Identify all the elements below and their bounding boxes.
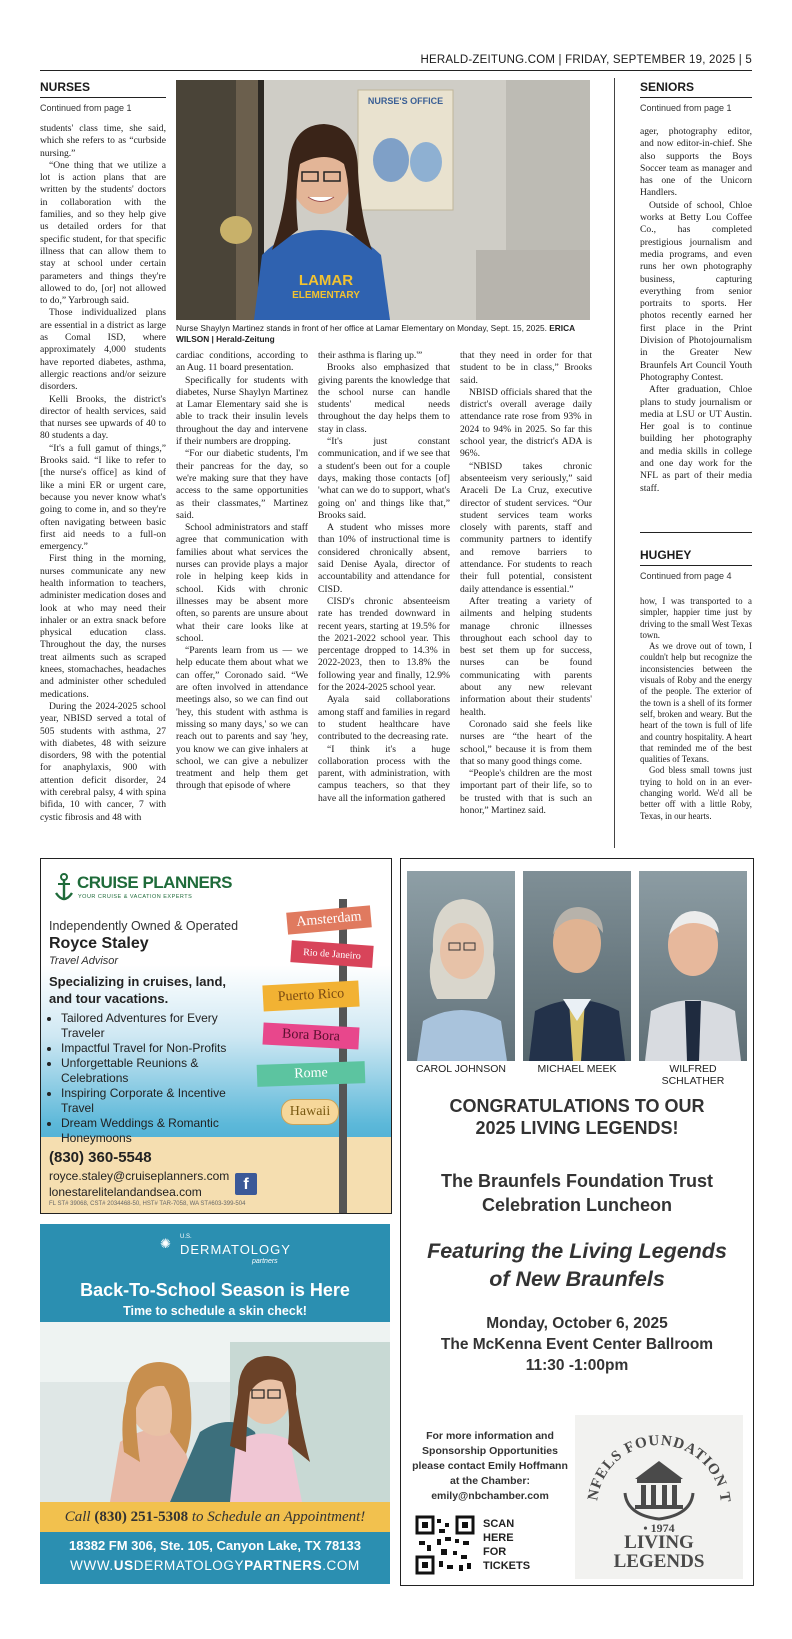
paragraph: students' class time, she said, which she refers to as “curbside nursing.” xyxy=(40,123,166,159)
portrait-figure xyxy=(639,871,747,1061)
derm-web-part: US xyxy=(113,1558,134,1573)
derm-web-part: .COM xyxy=(322,1558,360,1573)
paragraph: God bless small towns just trying to hold on in an ever-changing world. We'd all be better off with a little Roby, Texas, in our hearts. xyxy=(640,765,752,821)
logo-living: LIVING xyxy=(624,1532,694,1553)
trust-line-2: Celebration Luncheon xyxy=(481,1195,672,1215)
nurse-photo-illustration xyxy=(176,80,590,320)
derm-headline: Back-To-School Season is Here xyxy=(80,1280,350,1300)
seniors-section-header xyxy=(640,80,752,113)
foundation-logo xyxy=(575,1415,743,1579)
nurses-column-1 xyxy=(40,123,166,824)
nurses-column-2 xyxy=(176,350,308,793)
paragraph: “NBISD takes chronic absenteeism very seriously,” said Araceli De La Cruz, executive director of student services. “Our student services team works closely with parents, staff and community partners to identify and remove barriers to attendance. For students to reach their full potential, consistent daily attendance is essential.” xyxy=(460,460,592,595)
cruise-specializing: Specializing in cruises, land, and tour vacations. xyxy=(49,974,226,1006)
sign-bora-bora: Bora Bora xyxy=(262,1023,359,1050)
derm-website xyxy=(40,1558,390,1573)
paragraph: how, I was transported to a simpler, happier time just by driving to the small West Texas town. xyxy=(640,596,752,640)
cruise-bullet-list xyxy=(49,1011,261,1146)
photo-credit: ERICA WILSON | Herald-Zeitung xyxy=(176,323,575,344)
derm-call-phone: (830) 251-5308 xyxy=(94,1508,189,1525)
list-item: • Inspiring Corporate & Incentive Travel xyxy=(61,1086,261,1116)
paragraph: Brooks also emphasized that giving parents the knowledge that the school nurse can handle students' medical needs throughout the day helps them to stay in class. xyxy=(318,362,450,435)
cruise-brand-tagline: YOUR CRUISE & VACATION EXPERTS xyxy=(78,894,193,900)
cruise-planners-ad xyxy=(40,858,392,1214)
paragraph: “Parents learn from us — we help educate them about what we can offer,” Coronado said. “We are often involved in attendance meetings also, so we can find out 'hey, this student with asthma is missing so many days,' so we can reach out to parents and say 'hey, you know we can give inhalers at school, we can give a nebulizer treatment and help them get through that episode of where xyxy=(176,645,308,792)
paragraph: Outside of school, Chloe works at Betty Lou Coffee Co., has completed prestigious journalism and media programs, and even runs her own photography business, capturing everything from senior portraits to sports. Her photos recently earned her first place in the Print Division of Photojournalism in the Greater New Braunfels Art Council Youth Photography Contest. xyxy=(640,199,752,383)
portrait-figure xyxy=(407,871,515,1061)
facebook-icon: f xyxy=(235,1173,257,1195)
paragraph: First thing in the morning, nurses communicate any new health information to teachers, administer medication doses and look at who may need their inhaler or an extra snack before physical education class. Throughout the day, the nurses treat ailments such as scraped knees, stomachaches, headaches and administer other scheduled medications. xyxy=(40,553,166,700)
portrait-figure xyxy=(523,871,631,1061)
paragraph: that they need in order for that student to be in class,” Brooks said. xyxy=(460,350,592,386)
column-divider xyxy=(614,78,615,848)
featuring-line-2: of New Braunfels xyxy=(489,1267,665,1291)
paragraph: After treating a variety of ailments and helping students manage chronic illnesses throughout each school day to best set them up for success, nurses can be found communicating with parents about any new relevant information about their students' health. xyxy=(460,595,592,718)
paragraph: “I think it's a huge collaboration process with the parent, with administration, with campus teachers, so that they have all the information gathered xyxy=(318,743,450,804)
trust-heading xyxy=(401,1169,753,1217)
paragraph: Specifically for students with diabetes, Nurse Shaylyn Martinez at Lamar Elementary said she is able to track their insulin levels throughout the day and intervene if their numbers are dropping. xyxy=(176,374,308,448)
paragraph: ager, photography editor, and now editor-in-chief. She also supports the Boys Soccer team as manager and has one of the Unicorn Handlers. xyxy=(640,126,752,199)
derm-web-part: DERMATOLOGY xyxy=(133,1558,245,1573)
paragraph: their asthma is flaring up.'” xyxy=(318,350,423,361)
scan-line: HERE xyxy=(483,1532,514,1544)
derm-web-part: PARTNERS xyxy=(244,1558,323,1573)
seniors-continued: Continued from page 1 xyxy=(640,103,732,113)
photo-caption xyxy=(176,323,590,345)
hughey-section-header xyxy=(640,548,752,581)
derm-subhead: Time to schedule a skin check! xyxy=(123,1304,307,1318)
cruise-advisor-name: Royce Staley xyxy=(49,935,149,952)
portrait-michael-meek xyxy=(523,871,631,1061)
portrait-wilfred-schlather xyxy=(639,871,747,1061)
paragraph: Kelli Brooks, the district's director of health services, said that nurses see upwards of 40 to 80 students a day. xyxy=(40,393,166,442)
paragraph: After graduation, Chloe plans to study journalism or media at LSU or UT Austin. Her goal is to continue building her photography and media skills in college and one day work for the NFL as part of their media staff. xyxy=(640,384,752,494)
paragraph: “One thing that we utilize a lot is action plans that are written by the students' doctors in collaboration with the families, and so they help give us detailed orders for that specific student, for that specific illness that can allow them to stay at school under certain parameters and things they're allowed to do, [or] not allowed to do,” Yarbrough said. xyxy=(40,159,166,307)
congrats-heading xyxy=(401,1095,753,1139)
nurses-continued: Continued from page 1 xyxy=(40,103,132,113)
office-sign-text: NURSE'S OFFICE xyxy=(367,96,444,106)
congrats-line-2: 2025 LIVING LEGENDS! xyxy=(475,1118,679,1138)
derm-logo-main: DERMATOLOGY xyxy=(180,1242,291,1257)
portrait-carol-johnson xyxy=(407,871,515,1061)
event-info: For more information and Sponsorship Opportunities please contact Emily Hoffmann at the Chamber: emily@nbchamber.com xyxy=(412,1430,568,1502)
logo-legends: LEGENDS xyxy=(613,1551,705,1572)
paragraph: Those individualized plans are essential in a district as large as Comal ISD, where approximately 4,000 students have reported diabetes, asthma, allergic reactions and/or seizure disorders. xyxy=(40,307,166,393)
paragraph: As we drove out of town, I couldn't help but recognize the inconsistencies between the visuals of Roby and the energy of the people. The exterior of the town is a shell of its former self, broken and weary. But the heart of the town is full of life and country hospitality. A heart that reminded me of the best qualities of Texans. xyxy=(640,641,752,765)
paragraph: A student who misses more than 10% of instructional time is considered chronically absent, said Denise Ayala, director of accountability and attendance for CISD. xyxy=(318,522,450,595)
sign-rio: Rio de Janeiro xyxy=(290,940,373,968)
list-item: • Dream Weddings & Romantic Honeymoons xyxy=(61,1116,261,1146)
paragraph: cardiac conditions, according to an Aug. 11 board presentation. xyxy=(176,350,308,374)
paragraph: School administrators and staff agree that communication with families about what services the nurses can provide plays a major role in helping keep kids in school. Kids with chronic illnesses may be absent more often, so parents are unsure about what their care looks like at school. xyxy=(176,522,308,644)
cruise-advisor-role: Travel Advisor xyxy=(49,955,119,967)
paragraph: “People's children are the most important part of their life, so to be trusted with that is such an honor,” Martinez said. xyxy=(460,768,592,816)
scan-line: FOR xyxy=(483,1546,507,1558)
featuring-line-1: Featuring the Living Legends xyxy=(427,1239,727,1263)
legend-name: WILFRED SCHLATHER xyxy=(661,1063,725,1087)
nurses-column-4 xyxy=(460,350,592,817)
derm-call-bar xyxy=(40,1502,390,1532)
nurses-column-3 xyxy=(318,350,450,805)
qr-code-icon xyxy=(415,1515,475,1575)
derm-web-part: WWW. xyxy=(70,1558,114,1573)
derm-logo-sub: partners xyxy=(252,1258,278,1265)
sign-rome: Rome xyxy=(257,1061,366,1087)
logo-arc-text: NFELS FOUNDATION T xyxy=(585,1432,734,1505)
nurse-photo xyxy=(176,80,590,320)
paragraph: “It's a full gamut of things,” Brooks said. “I like to refer to [the nurse's office] as kind of like a mini ER or urgent care, because you never know what's going to come in, and so they're often navigating between basic first aid needs to a full-on emergency.” xyxy=(40,442,166,553)
congrats-line-1: CONGRATULATIONS TO OUR xyxy=(449,1096,705,1116)
cruise-license: FL ST# 39068, CST# 2034468-50, HST# TAR-7058, WA ST#603-399-504 xyxy=(49,1201,246,1207)
event-details xyxy=(401,1313,753,1376)
logo-year: • 1974 xyxy=(643,1521,675,1535)
event-venue: The McKenna Event Center Ballroom xyxy=(440,1336,714,1353)
nurses-heading: NURSES xyxy=(40,80,166,98)
cruise-phone: (830) 360-5548 xyxy=(49,1149,152,1166)
scan-line: TICKETS xyxy=(483,1560,531,1572)
derm-star-icon: ✺ xyxy=(160,1236,171,1251)
legend-name: MICHAEL MEEK xyxy=(537,1063,617,1075)
paragraph: “For our diabetic students, I'm their pancreas for the day, so we're making sure that they have access to the same opportunities as their classmates,” Martinez said. xyxy=(176,448,308,521)
trust-line-1: The Braunfels Foundation Trust xyxy=(440,1171,713,1191)
header-rule xyxy=(40,70,752,71)
sign-puerto-rico: Puerto Rico xyxy=(262,981,359,1012)
section-rule xyxy=(640,532,752,533)
seniors-column xyxy=(640,126,752,495)
living-legends-ad xyxy=(400,858,754,1586)
hughey-column xyxy=(640,596,752,822)
shirt-text-lamar: LAMAR xyxy=(298,272,354,289)
list-item: • Tailored Adventures for Every Traveler xyxy=(61,1011,261,1041)
page-folio: HERALD-ZEITUNG.COM | FRIDAY, SEPTEMBER 19, 2025 | 5 xyxy=(420,54,752,66)
list-item: • Unforgettable Reunions & Celebrations xyxy=(61,1056,261,1086)
legend-name: CAROL JOHNSON xyxy=(415,1063,507,1075)
us-dermatology-ad xyxy=(40,1224,390,1584)
sign-hawaii: Hawaii xyxy=(281,1099,339,1125)
sign-amsterdam: Amsterdam xyxy=(286,905,372,934)
derm-logo-small: U.S. xyxy=(180,1234,192,1240)
cruise-brand: CRUISE PLANNERS xyxy=(77,873,232,892)
event-date: Monday, October 6, 2025 xyxy=(486,1315,668,1332)
caption-text: Nurse Shaylyn Martinez stands in front of her office at Lamar Elementary on Monday, Sept. 15, 2025. xyxy=(176,323,547,333)
derm-kids-photo xyxy=(40,1322,390,1502)
paragraph: NBISD officials shared that the district's overall average daily attendance rate rose from 93% in 2024 to 94% in 2025. So far this school year, the district's ADA is 96%. xyxy=(460,386,592,460)
scan-text xyxy=(483,1517,530,1573)
featuring-heading xyxy=(401,1237,753,1293)
event-time: 11:30 -1:00pm xyxy=(525,1357,629,1374)
paragraph: CISD's chronic absenteeism rate has trended downward in recent years, starting at 19.5% for the 2021-2022 school year. This percentage dropped to 14.3% in 2022-2023, then to 13.8% the following year and finally, 12.9% for the 2024-2025 school year. xyxy=(318,595,450,694)
paragraph: Ayala said collaborations among staff and families in regard to student healthcare have contributed to the decreasing rate. xyxy=(318,694,450,743)
logo-living-legends xyxy=(575,1533,743,1571)
hughey-continued: Continued from page 4 xyxy=(640,571,732,581)
derm-address: 18382 FM 306, Ste. 105, Canyon Lake, TX 78133 xyxy=(69,1538,361,1553)
cruise-website: lonestarelitelandandsea.com xyxy=(49,1185,202,1199)
shirt-text-elementary: ELEMENTARY xyxy=(292,290,360,301)
seniors-heading: SENIORS xyxy=(640,80,752,98)
derm-call-pre: Call xyxy=(64,1508,91,1525)
paragraph: During the 2024-2025 school year, NBISD served a total of 505 students with asthma, 27 with diabetes, 48 with seizure disorders, 98 with the potential for anaphylaxis, 900 with attention deficit disorder, 24 with cerebral palsy, 4 with spina bifida, 10 with cancer, 7 with cystic fibrosis and 48 with xyxy=(40,700,166,823)
paragraph: “It's just constant communication, and if we see that a student's been out for a couple days, making those contacts [of] 'what can we do to support, what's going on' and things like that,” Brooks said. xyxy=(318,436,450,521)
paragraph: Coronado said she feels like nurses are “the heart of the school,” because it is from them that so many good things come. xyxy=(460,718,592,767)
hughey-heading: HUGHEY xyxy=(640,548,752,566)
derm-call-post: to Schedule an Appointment! xyxy=(191,1508,366,1525)
scan-line: SCAN xyxy=(483,1518,515,1530)
nurses-section-header xyxy=(40,80,166,113)
anchor-icon xyxy=(55,873,73,903)
cruise-owned: Independently Owned & Operated xyxy=(49,919,239,933)
cruise-email: royce.staley@cruiseplanners.com xyxy=(49,1169,230,1183)
list-item: • Impactful Travel for Non-Profits xyxy=(61,1041,261,1056)
